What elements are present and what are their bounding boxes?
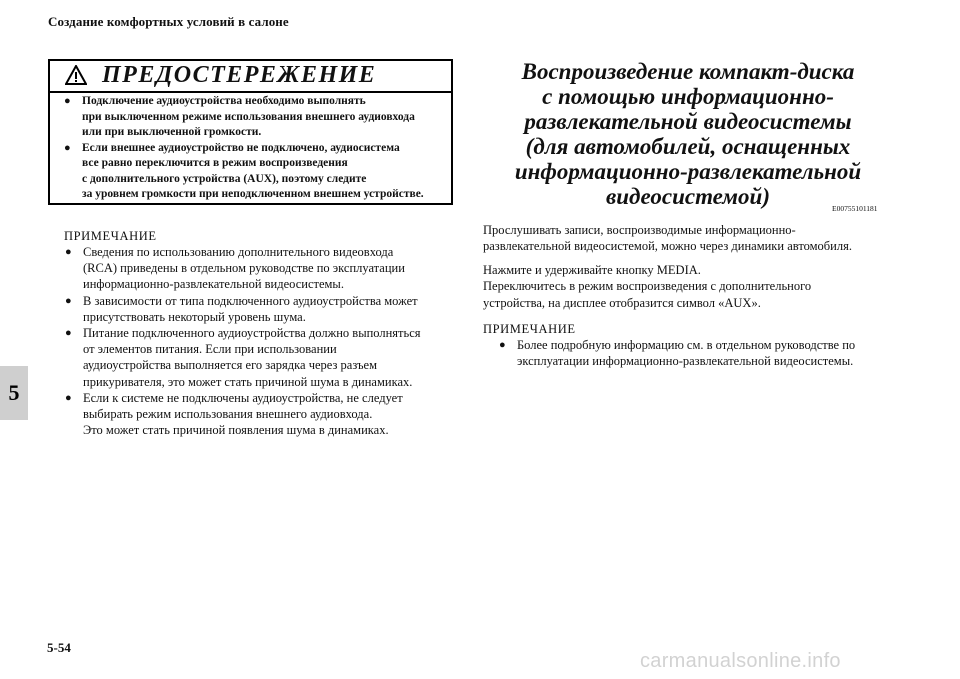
bullet-icon: ● <box>64 141 71 154</box>
text-line: аудиоустройства выполняется его зарядка через разъем <box>83 358 377 373</box>
text-line: Питание подключенного аудиоустройства должно выполняться <box>83 326 421 341</box>
bullet-icon: ● <box>65 246 72 258</box>
text-line: или при выключенной громкости. <box>82 126 262 138</box>
warning-triangle-icon <box>65 65 87 85</box>
text-line: Это может стать причиной появления шума в динамиках. <box>83 423 389 438</box>
text-line: от элементов питания. Если при использовании <box>83 342 337 357</box>
text-line: эксплуатации информационно-развлекательной видеосистемы. <box>517 354 854 369</box>
text-line: за уровнем громкости при неподключенном внешнем устройстве. <box>82 188 424 200</box>
text-line: с дополнительного устройства (AUX), поэтому следите <box>82 172 367 185</box>
warning-header <box>50 61 451 93</box>
note-item <box>64 325 456 390</box>
paragraph <box>483 222 903 255</box>
text-line: Сведения по использованию дополнительного видеовхода <box>83 245 394 259</box>
note-item <box>64 244 456 293</box>
note-heading: ПРИМЕЧАНИЕ <box>483 322 576 336</box>
text-line: Если к системе не подключены аудиоустройства, не следует <box>83 390 403 405</box>
text-line: при выключенном режиме использования внешнего аудиовхода <box>82 110 415 123</box>
paragraph <box>483 262 903 311</box>
running-header: Создание комфортных условий в салоне <box>48 14 289 29</box>
text-line: Более подробную информацию см. в отдельном руководстве по <box>517 338 856 352</box>
title-line: информационно-развлекательной <box>514 159 862 184</box>
chapter-number: 5 <box>8 380 20 405</box>
warning-item <box>58 94 445 141</box>
text-line: прикуривателя, это может стать причиной шума в динамиках. <box>83 374 413 389</box>
bullet-icon: ● <box>499 339 506 351</box>
bullet-icon: ● <box>65 391 72 404</box>
text-line: устройства, на дисплее отобразится символ «AUX». <box>483 295 761 310</box>
text-line: развлекательной видеосистемой, можно через динамики автомобиля. <box>483 239 852 254</box>
text-line: выбирать режим использования внешнего аудиовхода. <box>83 407 373 422</box>
text-line: (RCA) приведены в отдельном руководстве по эксплуатации <box>83 261 405 276</box>
note-item <box>483 337 903 369</box>
note-heading: ПРИМЕЧАНИЕ <box>64 229 157 243</box>
right-note-block <box>483 322 903 369</box>
text-line: Нажмите и удерживайте кнопку MEDIA. <box>483 263 701 277</box>
note-item <box>64 390 456 439</box>
warning-box <box>48 59 453 205</box>
title-line: (для автомобилей, оснащенных <box>525 134 851 159</box>
bullet-icon: ● <box>65 294 72 307</box>
title-line: с помощью информационно- <box>542 84 834 109</box>
title-line: развлекательной видеосистемы <box>524 109 852 134</box>
text-line: Переключитесь в режим воспроизведения с дополнительного <box>483 279 812 294</box>
title-line: видеосистемой) <box>605 184 771 209</box>
text-line: Прослушивать записи, воспроизводимые информационно- <box>483 223 796 237</box>
text-line: присутствовать некоторый уровень шума. <box>83 309 306 324</box>
text-line: информационно-развлекательной видеосистемы. <box>83 277 344 292</box>
title-line: Воспроизведение компакт-диска <box>521 59 855 84</box>
text-line: все равно переключится в режим воспроизведения <box>82 157 348 169</box>
warning-title: ПРЕДОСТЕРЕЖЕНИЕ <box>102 62 377 88</box>
watermark: carmanualsonline.info <box>640 650 841 672</box>
warning-item <box>58 141 445 203</box>
page-number: 5-54 <box>47 640 71 655</box>
chapter-tab <box>0 366 28 420</box>
text-line: Подключение аудиоустройства необходимо выполнять <box>82 95 366 107</box>
warning-list <box>58 94 445 203</box>
note-item <box>64 293 456 325</box>
section-code: E00755101181 <box>832 204 878 213</box>
left-note-block <box>64 229 456 438</box>
bullet-icon: ● <box>64 95 71 107</box>
text-line: Если внешнее аудиоустройство не подключено, аудиосистема <box>82 141 400 154</box>
section-title <box>478 59 898 209</box>
text-line: В зависимости от типа подключенного аудиоустройства может <box>83 293 418 308</box>
bullet-icon: ● <box>65 327 72 340</box>
